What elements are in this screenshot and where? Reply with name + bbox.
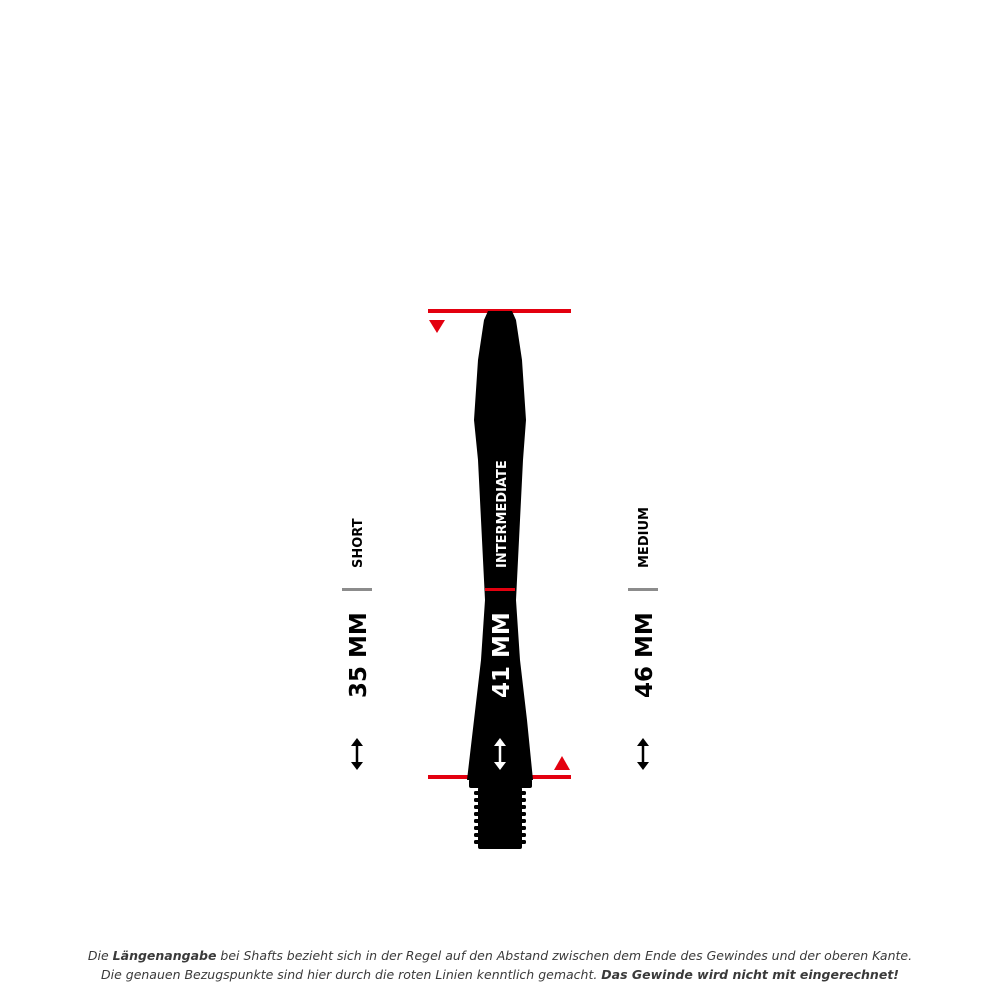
intermediate-name-label: INTERMEDIATE bbox=[495, 460, 510, 568]
short-length-label: 35 MM bbox=[346, 612, 372, 698]
medium-name-label: MEDIUM bbox=[637, 507, 652, 568]
caption-line-1-post: bei Shafts bezieht sich in der Regel auf den Abstand zwischen dem Ende des Gewindes und der oberen Kante. bbox=[216, 948, 913, 963]
vertical-double-arrow-icon bbox=[637, 738, 649, 770]
caption-line-2 bbox=[0, 965, 1000, 984]
shaft-collar bbox=[469, 779, 532, 788]
caption-line-1 bbox=[0, 946, 1000, 965]
vertical-double-arrow-icon bbox=[351, 738, 363, 770]
shaft-thread bbox=[474, 787, 526, 849]
medium-separator bbox=[628, 588, 658, 591]
caption-line-2-bold: Das Gewinde wird nicht mit eingerechnet! bbox=[601, 967, 899, 982]
caption-line-1-pre: Die bbox=[87, 948, 113, 963]
intermediate-separator bbox=[485, 588, 515, 591]
medium-length-label: 46 MM bbox=[632, 612, 658, 698]
short-name-label: SHORT bbox=[351, 518, 366, 568]
red-down-triangle-icon bbox=[429, 320, 445, 333]
red-up-triangle-icon bbox=[554, 756, 570, 770]
caption-line-2-pre: Die genauen Bezugspunkte sind hier durch die roten Linien kenntlich gemacht. bbox=[101, 967, 602, 982]
intermediate-length-label: 41 MM bbox=[489, 612, 515, 698]
caption bbox=[0, 946, 1000, 984]
caption-line-1-bold: Längenangabe bbox=[112, 948, 217, 963]
short-separator bbox=[342, 588, 372, 591]
